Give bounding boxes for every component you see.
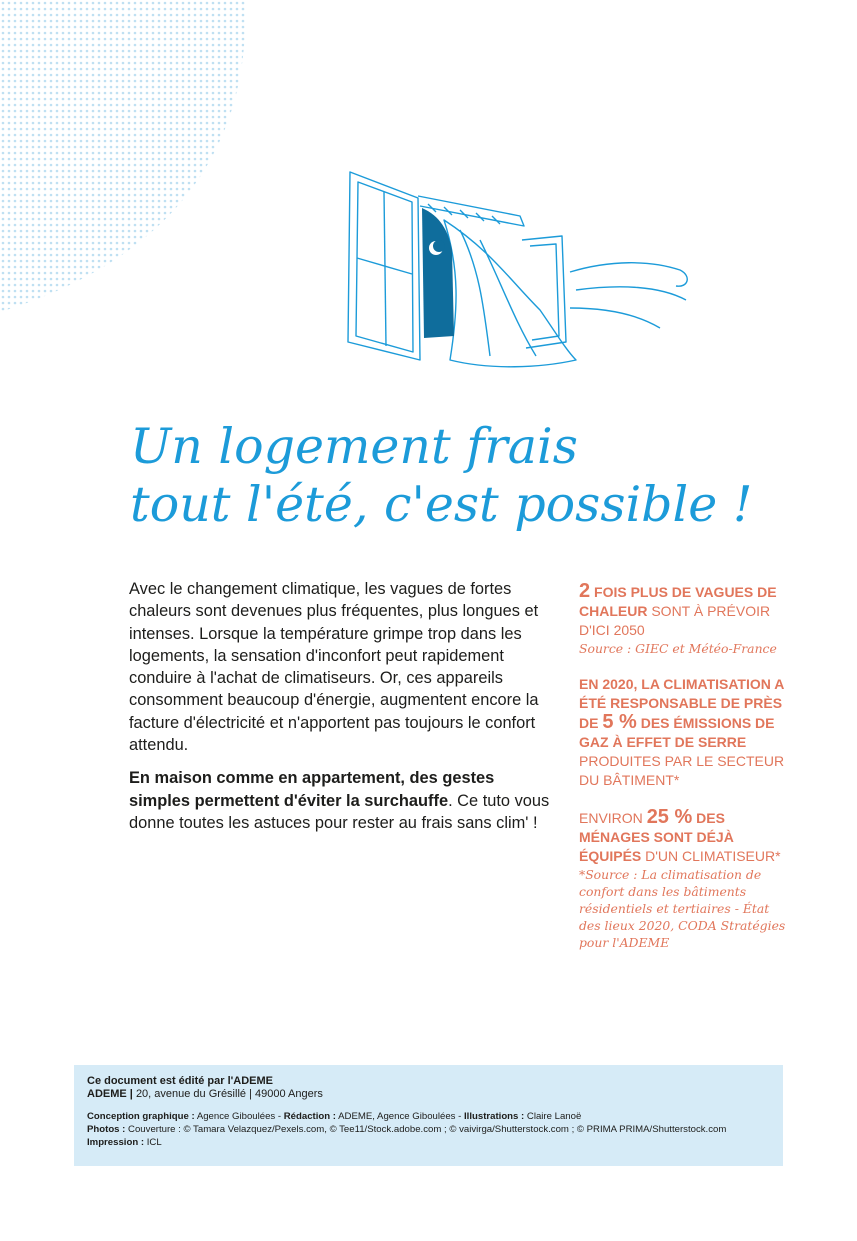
stat-households-bold: DES MÉNAGES SONT DÉJÀ ÉQUIPÉS xyxy=(579,810,734,864)
stat-households xyxy=(579,808,794,951)
separator: | xyxy=(129,1088,133,1100)
intro-paragraph-1: Avec le changement climatique, les vagues de fortes chaleurs sont devenues plus fréquentes, plus longues et intenses. Lorsque la température grimpe trop dans les logements, la sensation d'inconfort peut rapidement conduire à l'achat de climatiseurs. Or, ces appareils consomment beaucoup d'énergie, augmentent encore la facture d'électricité et n'apportent pas toujours le confort attendu. xyxy=(129,580,539,755)
stat-households-rest-b: D'UN CLIMATISEUR* xyxy=(641,848,781,864)
stat-emissions-number: 5 % xyxy=(602,711,637,733)
printing-label: Impression : xyxy=(87,1137,145,1148)
stat-emissions xyxy=(579,675,794,790)
credits-box xyxy=(74,1065,783,1166)
intro-paragraph-2-rest: . Ce tuto vous donne toutes les astuces pour rester au frais sans clim' ! xyxy=(129,791,550,832)
printing-line xyxy=(87,1136,770,1149)
design-label: Conception graphique : xyxy=(87,1111,195,1122)
photos-label: Photos : xyxy=(87,1124,126,1135)
org-name: ADEME xyxy=(87,1088,127,1100)
stat-heatwaves-rest: SONT À PRÉVOIR D'ICI 2050 xyxy=(579,603,771,638)
page-title xyxy=(130,418,770,534)
decorative-dot-pattern xyxy=(0,0,260,320)
illustrations-label: Illustrations : xyxy=(464,1111,525,1122)
stat-heatwaves-bold: FOIS PLUS DE VAGUES DE CHALEUR xyxy=(579,584,777,619)
address: 20, avenue du Grésillé xyxy=(135,1088,247,1100)
photos-line xyxy=(87,1123,770,1136)
photos-value: Couverture : © Tamara Velazquez/Pexels.com, © Tee11/Stock.adobe.com ; © vaivirga/Shutterstock.com ; © PRIMA PRIMA/Shutterstock.com xyxy=(128,1124,727,1135)
stat-heatwaves-source: Source : GIEC et Météo-France xyxy=(579,641,777,656)
publisher-line: Ce document est édité par l'ADEME xyxy=(87,1075,273,1087)
stat-households-source: *Source : La climatisation de confort dans les bâtiments résidentiels et tertiaires - État des lieux 2020, CODA Stratégies pour l'ADEME xyxy=(579,867,786,950)
title-line-1: Un logement frais xyxy=(130,418,578,475)
title-line-2: tout l'été, c'est possible ! xyxy=(130,476,753,533)
key-figures xyxy=(579,582,794,969)
stat-households-number: 25 % xyxy=(646,806,693,828)
stat-emissions-bold-a: EN 2020, LA CLIMATISATION A ÉTÉ RESPONSABLE DE PRÈS DE xyxy=(579,676,784,731)
credits-line xyxy=(87,1110,770,1123)
intro-text xyxy=(129,578,554,845)
stat-heatwaves-number: 2 xyxy=(579,580,591,602)
intro-paragraph-2 xyxy=(129,767,554,834)
illustrations-value: Claire Lanoë xyxy=(526,1111,582,1122)
stat-heatwaves xyxy=(579,582,794,657)
city: 49000 Angers xyxy=(255,1088,323,1100)
stat-emissions-bold-b: DES ÉMISSIONS DE GAZ À EFFET DE SERRE xyxy=(579,715,775,750)
separator: | xyxy=(249,1088,252,1100)
stat-emissions-rest: PRODUITES PAR LE SECTEUR DU BÂTIMENT* xyxy=(579,753,785,788)
stat-households-rest-a: ENVIRON xyxy=(579,810,647,826)
writing-value: ADEME, Agence Giboulées - xyxy=(338,1111,462,1122)
design-value: Agence Giboulées - xyxy=(196,1111,282,1122)
writing-label: Rédaction : xyxy=(283,1111,336,1122)
address-line xyxy=(87,1088,770,1101)
printing-value: ICL xyxy=(146,1137,162,1148)
open-window-illustration xyxy=(340,160,700,380)
intro-emphasis: En maison comme en appartement, des gestes simples permettent d'éviter la surchauffe xyxy=(129,769,495,810)
